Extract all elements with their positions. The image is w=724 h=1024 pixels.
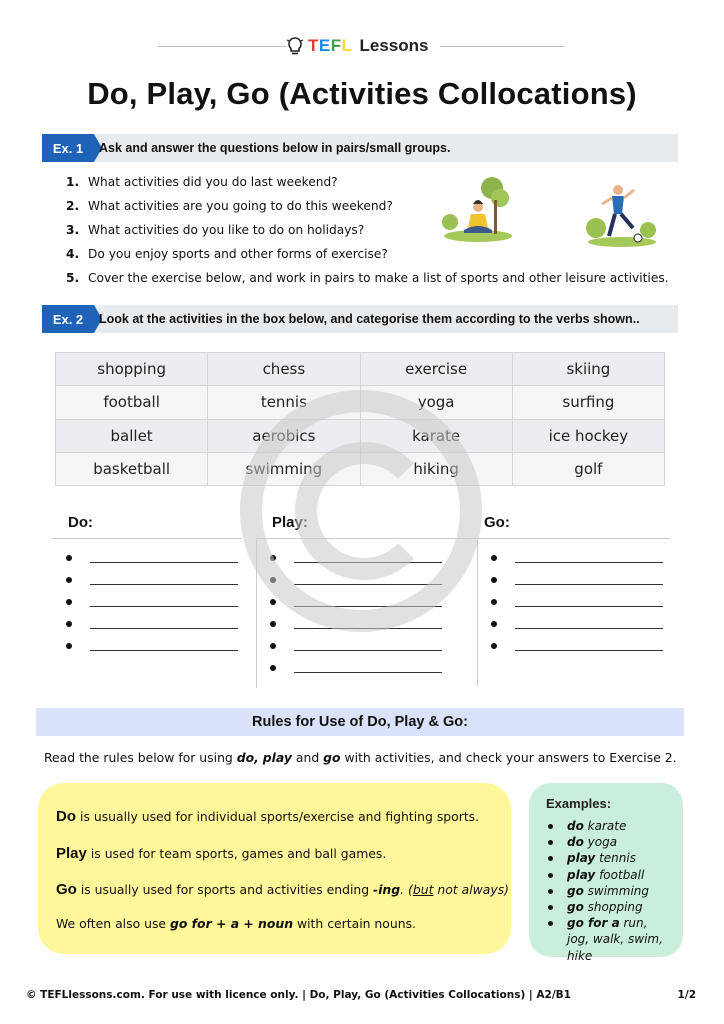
question-text: What activities do you like to do on holidays? [88,223,365,237]
activity-cell: tennis [208,386,360,419]
example-item: play tennis [548,850,666,866]
do-answer-list [66,547,238,657]
answer-blank[interactable] [491,613,663,635]
example-item: do karate [548,818,666,834]
go-column-rule [478,538,670,539]
column-divider [256,540,257,688]
answer-blank[interactable] [270,547,442,569]
lightbulb-icon [286,36,304,56]
activity-cell: golf [512,452,664,485]
question-item [66,194,669,218]
question-text: What activities are you going to do this weekend? [88,199,393,213]
column-divider [477,540,478,686]
footer-page-number: 1/2 [677,989,696,1001]
answer-blank[interactable] [491,635,663,657]
answer-blank[interactable] [66,613,238,635]
ex2-header [42,305,678,333]
activity-cell: yoga [360,386,512,419]
question-text: Do you enjoy sports and other forms of exercise? [88,247,388,261]
answer-blank[interactable] [66,591,238,613]
activity-cell: ballet [56,419,208,452]
activity-cell: skiing [512,353,664,386]
example-item: go swimming [548,883,666,899]
ex1-instruction: Ask and answer the questions below in pairs/small groups. [99,141,451,155]
question-number: 3. [66,223,80,237]
activity-cell: basketball [56,452,208,485]
rules-heading: Rules for Use of Do, Play & Go: [36,708,684,736]
football-player-illustration [584,178,660,248]
activity-cell: chess [208,353,360,386]
example-item: do yoga [548,834,666,850]
activity-cell: aerobics [208,419,360,452]
activity-box [55,352,665,486]
example-item: go for a run, jog, walk, swim, hike [548,915,666,964]
answer-blank[interactable] [66,547,238,569]
question-text: Cover the exercise below, and work in pairs to make a list of sports and other leisure activities. [88,271,669,285]
answer-blank[interactable] [491,547,663,569]
meditation-illustration [440,174,516,244]
activity-cell: swimming [208,452,360,485]
answer-blank[interactable] [270,635,442,657]
answer-blank[interactable] [270,657,442,679]
question-item [66,242,669,266]
question-text: What activities did you do last weekend? [88,175,338,189]
activity-row [56,386,665,419]
question-item [66,170,669,194]
examples-title: Examples: [546,796,612,811]
header-rule-right [440,46,564,47]
page-title: Do, Play, Go (Activities Collocations) [87,76,637,111]
do-column-rule [52,538,242,539]
question-number: 4. [66,247,80,261]
activity-cell: shopping [56,353,208,386]
play-answer-list [270,547,442,679]
answer-blank[interactable] [270,569,442,591]
logo-tefl: T E F L [308,36,353,55]
play-column-rule [256,538,478,539]
answer-blank[interactable] [270,613,442,635]
rule-do: Do is usually used for individual sports/exercise and fighting sports. [56,808,480,825]
ex2-instruction: Look at the activities in the box below, and categorise them according to the verbs shown.. [99,312,640,326]
ex2-tag: Ex. 2 [42,305,94,333]
answer-blank[interactable] [491,591,663,613]
question-number: 2. [66,199,80,213]
ex1-tag: Ex. 1 [42,134,94,162]
answer-blank[interactable] [66,635,238,657]
question-number: 1. [66,175,80,189]
rule-go: Go is usually used for sports and activities ending -ing. (but not always) [56,881,509,898]
example-item: go shopping [548,899,666,915]
ex1-header [42,134,678,162]
go-column-label: Go: [484,514,510,531]
question-item [66,266,669,290]
examples-list [548,818,666,964]
answer-blank[interactable] [270,591,442,613]
activity-cell: ice hockey [512,419,664,452]
example-item: play football [548,867,666,883]
logo-lessons: Lessons [359,36,429,55]
answer-blank[interactable] [66,569,238,591]
ex1-question-list [66,170,669,290]
question-item [66,218,669,242]
activity-row [56,353,665,386]
rules-intro: Read the rules below for using do, play and go with activities, and check your answers to Exercise 2. [44,750,677,765]
activity-cell: surfing [512,386,664,419]
play-column-label: Play: [272,514,308,531]
tefl-logo [286,34,436,58]
activity-row [56,452,665,485]
activity-cell: hiking [360,452,512,485]
question-number: 5. [66,271,80,285]
answer-blank[interactable] [491,569,663,591]
activity-cell: football [56,386,208,419]
do-column-label: Do: [68,514,93,531]
activity-cell: exercise [360,353,512,386]
header-rule-left [158,46,286,47]
rule-play: Play is used for team sports, games and ball games. [56,845,387,862]
activity-row [56,419,665,452]
activity-cell: karate [360,419,512,452]
go-answer-list [491,547,663,657]
footer-copyright: © TEFLlessons.com. For use with licence only. | Do, Play, Go (Activities Collocations) | A2/B1 [26,989,571,1001]
rule-go-for: We often also use go for + a + noun with certain nouns. [56,916,416,931]
